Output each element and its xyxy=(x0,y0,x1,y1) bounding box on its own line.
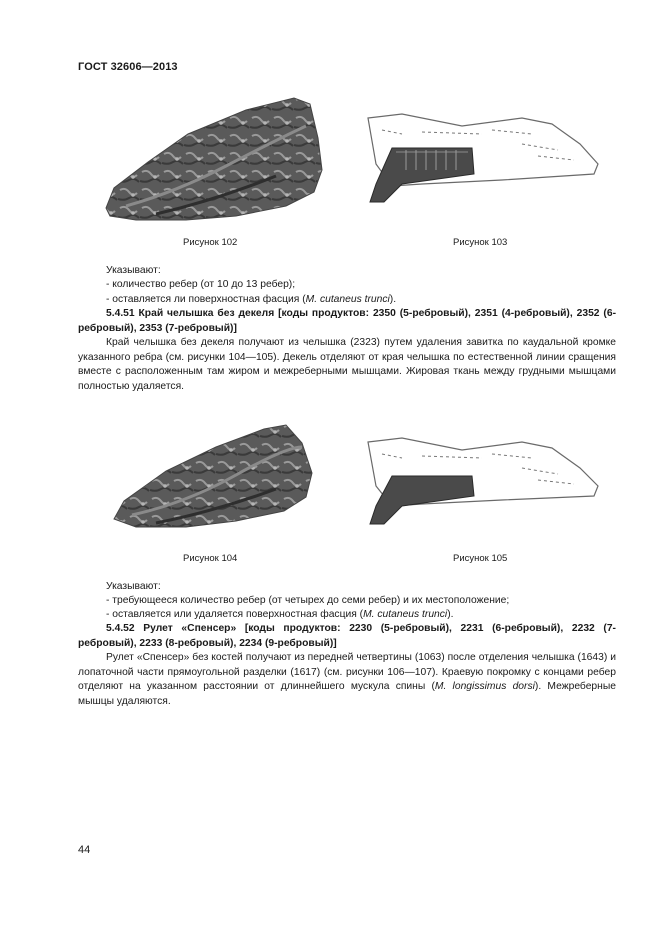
list-item: - оставляется или удаляется поверхностная фасция (M. cutaneus trunci). xyxy=(106,609,454,620)
list-item: - количество ребер (от 10 до 13 ребер); xyxy=(106,279,296,290)
section-body: Край челышка без декеля получают из челышка (2323) путем удаления завитка по каудальной кромке указанного ребра (см. рисунки 104—105). Декель отделяют от края челышка по естественной линии сращения вместе с расположенным там жиром и межреберными мышцами. Жировая ткань между грудными мышцами полностью удаляется. xyxy=(78,337,616,392)
document-header: ГОСТ 32606—2013 xyxy=(78,61,178,73)
list-item: - требующееся количество ребер (от четырех до семи ребер) и их местоположение; xyxy=(106,595,510,606)
figure-103-caption: Рисунок 103 xyxy=(453,237,508,248)
list-item: - оставляется ли поверхностная фасция (M. cutaneus trunci). xyxy=(106,294,397,305)
section-heading: 5.4.51 Край челышка без декеля [коды продуктов: 2350 (5-ребровый), 2351 (4-ребровый), 2352 (6-ребровый), 2353 (7-ребровый)] xyxy=(78,308,616,334)
page-number: 44 xyxy=(78,844,91,856)
figure-102-image xyxy=(96,96,326,226)
list-intro: Указывают: xyxy=(106,265,161,276)
section-heading: 5.4.52 Рулет «Спенсер» [коды продуктов: 2230 (5-ребровый), 2231 (6-ребровый), 2232 (7-ребровый), 2233 (8-ребровый), 2234 (9-ребровый)] xyxy=(78,623,616,649)
figure-105-caption: Рисунок 105 xyxy=(453,553,508,564)
section-body: Рулет «Спенсер» без костей получают из передней четвертины (1063) после отделения челышка (1643) и лопаточной части прямоугольной разделки (1617) (см. рисунки 106—107). Краевую покромку с концами ребер отделяют на указанном расстоянии от длиннейшего мускула спины (M. longissimus dorsi). Межреберные мышцы удаляются. xyxy=(78,652,616,707)
figure-104-image xyxy=(106,423,322,533)
figure-102-caption: Рисунок 102 xyxy=(183,237,238,248)
figure-103-diagram xyxy=(362,104,602,208)
figure-104-caption: Рисунок 104 xyxy=(183,553,238,564)
list-intro: Указывают: xyxy=(106,581,161,592)
figure-105-diagram xyxy=(362,430,602,530)
